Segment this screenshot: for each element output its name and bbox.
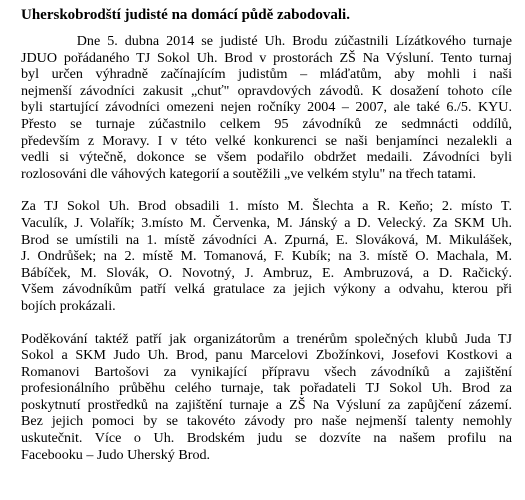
text-line: Bábíček, M. Slovák, O. Novotný, J. Ambruz, E. Ambruzová, a D. Račický. <box>21 264 512 281</box>
text-line: byli startující závodníci omezeni nejen ročníky 2004 – 2007, ale také 6./5. KYU. <box>21 99 512 116</box>
paragraph-1 <box>21 33 512 182</box>
text-line: vedli si výtečně, dokonce se všem podařilo obdržet medaili. Závodníci byli <box>21 149 512 166</box>
text-line: bojích prokázali. <box>21 297 116 314</box>
text-line: rozlosováni dle váhových kategorií a soutěžili „ve velkém stylu" na třech tatami. <box>21 165 477 182</box>
paragraph-2 <box>21 198 512 314</box>
text-line: JDUO pořádaného TJ Sokol Uh. Brod v prostorách ZŠ Na Výsluní. Tento turnaj <box>21 49 512 66</box>
text-line: Všem závodníkům patří velká gratulace za jejich výkony a odvahu, kterou při <box>21 281 512 298</box>
text-line: nejmenší závodníci zakusit „chuť" opravdových závodů. K dosažení tohoto cíle <box>21 82 512 99</box>
text-line: poskytnutí prostředků na zajištění turnaje a ZŠ Na Výsluní za zapůjčení zázemí. <box>21 396 512 413</box>
text-line: především z Moravy. I v této velké konkurenci se naši benjamínci nezalekli a <box>21 132 512 149</box>
article <box>21 6 512 463</box>
text-line: Přesto se turnaje zúčastnilo celkem 95 závodníků ze sedmnácti oddílů, <box>21 115 512 132</box>
text-line: J. Ondrůšek; na 2. místě M. Tomanová, F. Kubík; na 3. místě O. Machala, M. <box>21 248 512 265</box>
article-title: Uherskobrodští judisté na domácí půdě zabodovali. <box>21 7 350 23</box>
text-line: Za TJ Sokol Uh. Brod obsadili 1. místo M. Šlechta a R. Keňo; 2. místo T. <box>21 198 512 215</box>
text-line: Brod se umístili na 1. místě závodníci A. Zpurná, E. Slováková, M. Mikulášek, <box>21 231 512 248</box>
text-line: Bez jejich pomoci by se takovéto závody pro naše nejmenší talenty nemohly <box>21 413 512 430</box>
text-line: Romanovi Bartošovi za vynikající přípravu všech závodníků a zajištění <box>21 363 512 380</box>
paragraph-3 <box>21 331 512 464</box>
text-line: byl určen výhradně začínajícím judistům – mláďatům, aby mohli i naši <box>21 66 512 83</box>
text-line: Dne 5. dubna 2014 se judisté Uh. Brodu zúčastnili Lízátkového turnaje <box>21 33 512 49</box>
text-line: Facebooku – Judo Uherský Brod. <box>21 446 211 463</box>
text-line: Vaculík, J. Volařík; 3.místo M. Červenka, M. Jánský a D. Velecký. Za SKM Uh. <box>21 214 512 231</box>
text-line: Poděkování taktéž patří jak organizátorům a trenérům společných klubů Juda TJ <box>21 330 512 347</box>
text-line: profesionálního průběhu celého turnaje, tak pořadateli TJ Sokol Uh. Brod za <box>21 380 512 397</box>
text-line: Sokol a SKM Judo Uh. Brod, panu Marcelovi Zbožínkovi, Josefovi Kostkovi a <box>21 347 512 364</box>
text-line: uskutečnit. Více o Uh. Brodském judu se dozvíte na našem profilu na <box>21 430 512 447</box>
